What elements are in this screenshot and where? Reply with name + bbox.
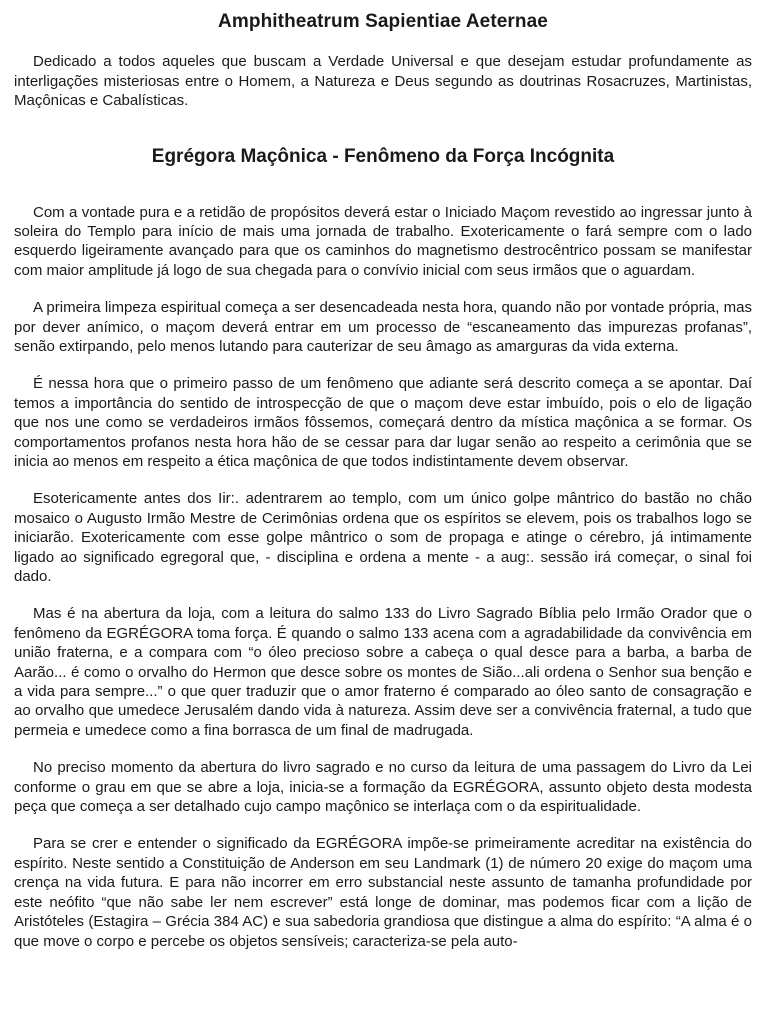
body-paragraph: Mas é na abertura da loja, com a leitura do salmo 133 do Livro Sagrado Bíblia pelo Irmão Orador que o fenômeno da EGRÉGORA toma força. É quando o salmo 133 acena com a agradabilidade da convivência em união fraterna, e a compara com “o óleo precioso sobre a cabeça o qual desce para a barba, a barba de Aarão... é como o orvalho do Hermon que desce sobre os montes de Sião...ali ordena o Senhor sua benção e a vida para sempre...” o que quer traduzir que o amor fraterno é comparado ao óleo santo de consagração e ao orvalho que umedece Jerusalém dando vida à natureza. Assim deve ser a convivência fraternal, a tudo que permeia e umedece como a fina borrasca de um final de madrugada.	[14, 605, 752, 739]
body-paragraph: No preciso momento da abertura do livro sagrado e no curso da leitura de uma passagem do Livro da Lei conforme o grau em que se abre a loja, inicia-se a formação da EGRÉGORA, assunto objeto desta modesta peça que começa a ser detalhado cujo campo maçônico se interlaça com o da espiritualidade.	[14, 759, 752, 816]
body-paragraph: Para se crer e entender o significado da EGRÉGORA impõe-se primeiramente acreditar na existência do espírito. Neste sentido a Constituição de Anderson em seu Landmark (1) de número 20 exige do maçom uma crença na vida futura. E para não incorrer em erro substancial neste assunto de tamanha profundidade por este neófito “que não sabe ler nem escrever” está longe de dominar, mas podemos ficar com a lição de Aristóteles (Estagira – Grécia 384 AC) e sua sabedoria grandiosa que distingue a alma do espírito: “A alma é o que move o corpo e percebe os objetos sensíveis; caracteriza-se pela auto-	[14, 835, 752, 950]
body-paragraph: É nessa hora que o primeiro passo de um fenômeno que adiante será descrito começa a se apontar. Daí temos a importância do sentido de introspecção de que o maçom deve estar imbuído, pois o elo de ligação que nos une como se verdadeiros irmãos fôssemos, começará dentro da mística maçônica a se formar. Os comportamentos profanos nesta hora hão de se cessar para dar lugar senão ao respeito a cerimônia que se inicia ao menos em respeito a ética maçônica de que todos indistintamente devem observar.	[14, 375, 752, 470]
body-paragraph: Esotericamente antes dos Iir:. adentrarem ao templo, com um único golpe mântrico do bastão no chão mosaico o Augusto Irmão Mestre de Cerimônias ordena que os espíritos se elevem, pois os trabalhos logo se iniciarão. Exotericamente com esse golpe mântrico o som de propaga e atinge o cérebro, já intimamente ligado ao significado egregoral que, - disciplina e ordena a mente - a aug:. sessão irá começar, o sinal foi dado.	[14, 490, 752, 585]
body-paragraph: A primeira limpeza espiritual começa a ser desencadeada nesta hora, quando não por vontade própria, mas por dever anímico, o maçom deverá entrar em um processo de “escaneamento das impurezas profanas”, senão extirpando, pelo menos lutando para cauterizar de seu âmago as amarguras da vida externa.	[14, 299, 752, 355]
article-body	[14, 203, 752, 951]
body-paragraph: Com a vontade pura e a retidão de propósitos deverá estar o Iniciado Maçom revestido ao ingressar junto à soleira do Templo para início de mais uma jornada de trabalho. Exotericamente o fará sempre com o lado esquerdo ligeiramente avançado para que os caminhos do magnetismo destrocêntrico possam se manifestar com maior amplitude já logo de sua chegada para o convívio inicial com seus irmãos que o aguardam.	[14, 203, 752, 279]
document-page	[14, 0, 752, 969]
dedication-paragraph: Dedicado a todos aqueles que buscam a Verdade Universal e que desejam estudar profundamente as interligações misteriosas entre o Homem, a Natureza e Deus segundo as doutrinas Rosacruzes, Martinistas, Maçônicas e Cabalísticas.	[14, 53, 752, 109]
section-title: Egrégora Maçônica - Fenômeno da Força Incógnita	[151, 145, 615, 167]
document-title: Amphitheatrum Sapientiae Aeternae	[218, 11, 548, 32]
